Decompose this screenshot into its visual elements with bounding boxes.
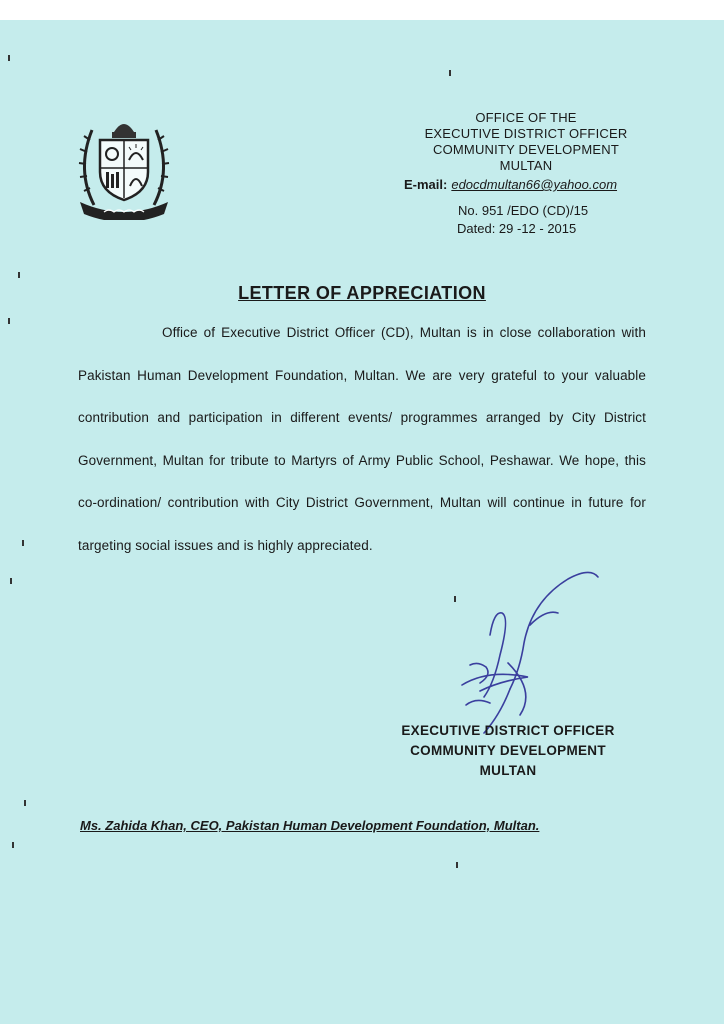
office-line: MULTAN [499, 158, 553, 173]
signatory-block [378, 721, 638, 781]
letter-date: Dated: 29 -12 - 2015 [457, 221, 577, 236]
office-line: EXECUTIVE DISTRICT OFFICER [424, 126, 628, 141]
scan-speck [456, 862, 458, 868]
email-label: E-mail: [404, 177, 448, 192]
scan-speck [8, 55, 10, 61]
signatory-line: EXECUTIVE DISTRICT OFFICER [401, 723, 615, 738]
reference-number: No. 951 /EDO (CD)/15 [458, 203, 589, 218]
handwritten-signature-icon [440, 565, 610, 740]
scan-speck [22, 540, 24, 546]
email-address-link[interactable]: edocdmultan66@yahoo.com [451, 177, 618, 192]
scan-speck [24, 800, 26, 806]
signatory-line: MULTAN [479, 763, 537, 778]
district-government-emblem-icon [74, 110, 174, 220]
letter-body: Office of Executive District Officer (CD), Multan is in close collaboration with Pakistan Human Development Foundation, Multan. We are very grateful to your valuable contribution and participation in different events/ programmes arranged by City District Government, Multan for tribute to Martyrs of Army Public School, Peshawar. We hope, this co-ordination/ contribution with City District Government, Multan will continue in future for targeting social issues and is highly appreciated. [78, 325, 646, 553]
scan-speck [8, 318, 10, 324]
scan-top-margin [0, 0, 724, 20]
scan-speck [18, 272, 20, 278]
scan-speck [449, 70, 451, 76]
office-line: OFFICE OF THE [475, 110, 577, 125]
letter-title: LETTER OF APPRECIATION [238, 283, 486, 303]
scan-speck [12, 842, 14, 848]
email-line [404, 177, 617, 192]
recipient-line: Ms. Zahida Khan, CEO, Pakistan Human Development Foundation, Multan. [80, 818, 540, 833]
signatory-line: COMMUNITY DEVELOPMENT [410, 743, 606, 758]
scan-speck [454, 596, 456, 602]
office-header [380, 110, 672, 174]
scan-speck [10, 578, 12, 584]
office-line: COMMUNITY DEVELOPMENT [433, 142, 619, 157]
